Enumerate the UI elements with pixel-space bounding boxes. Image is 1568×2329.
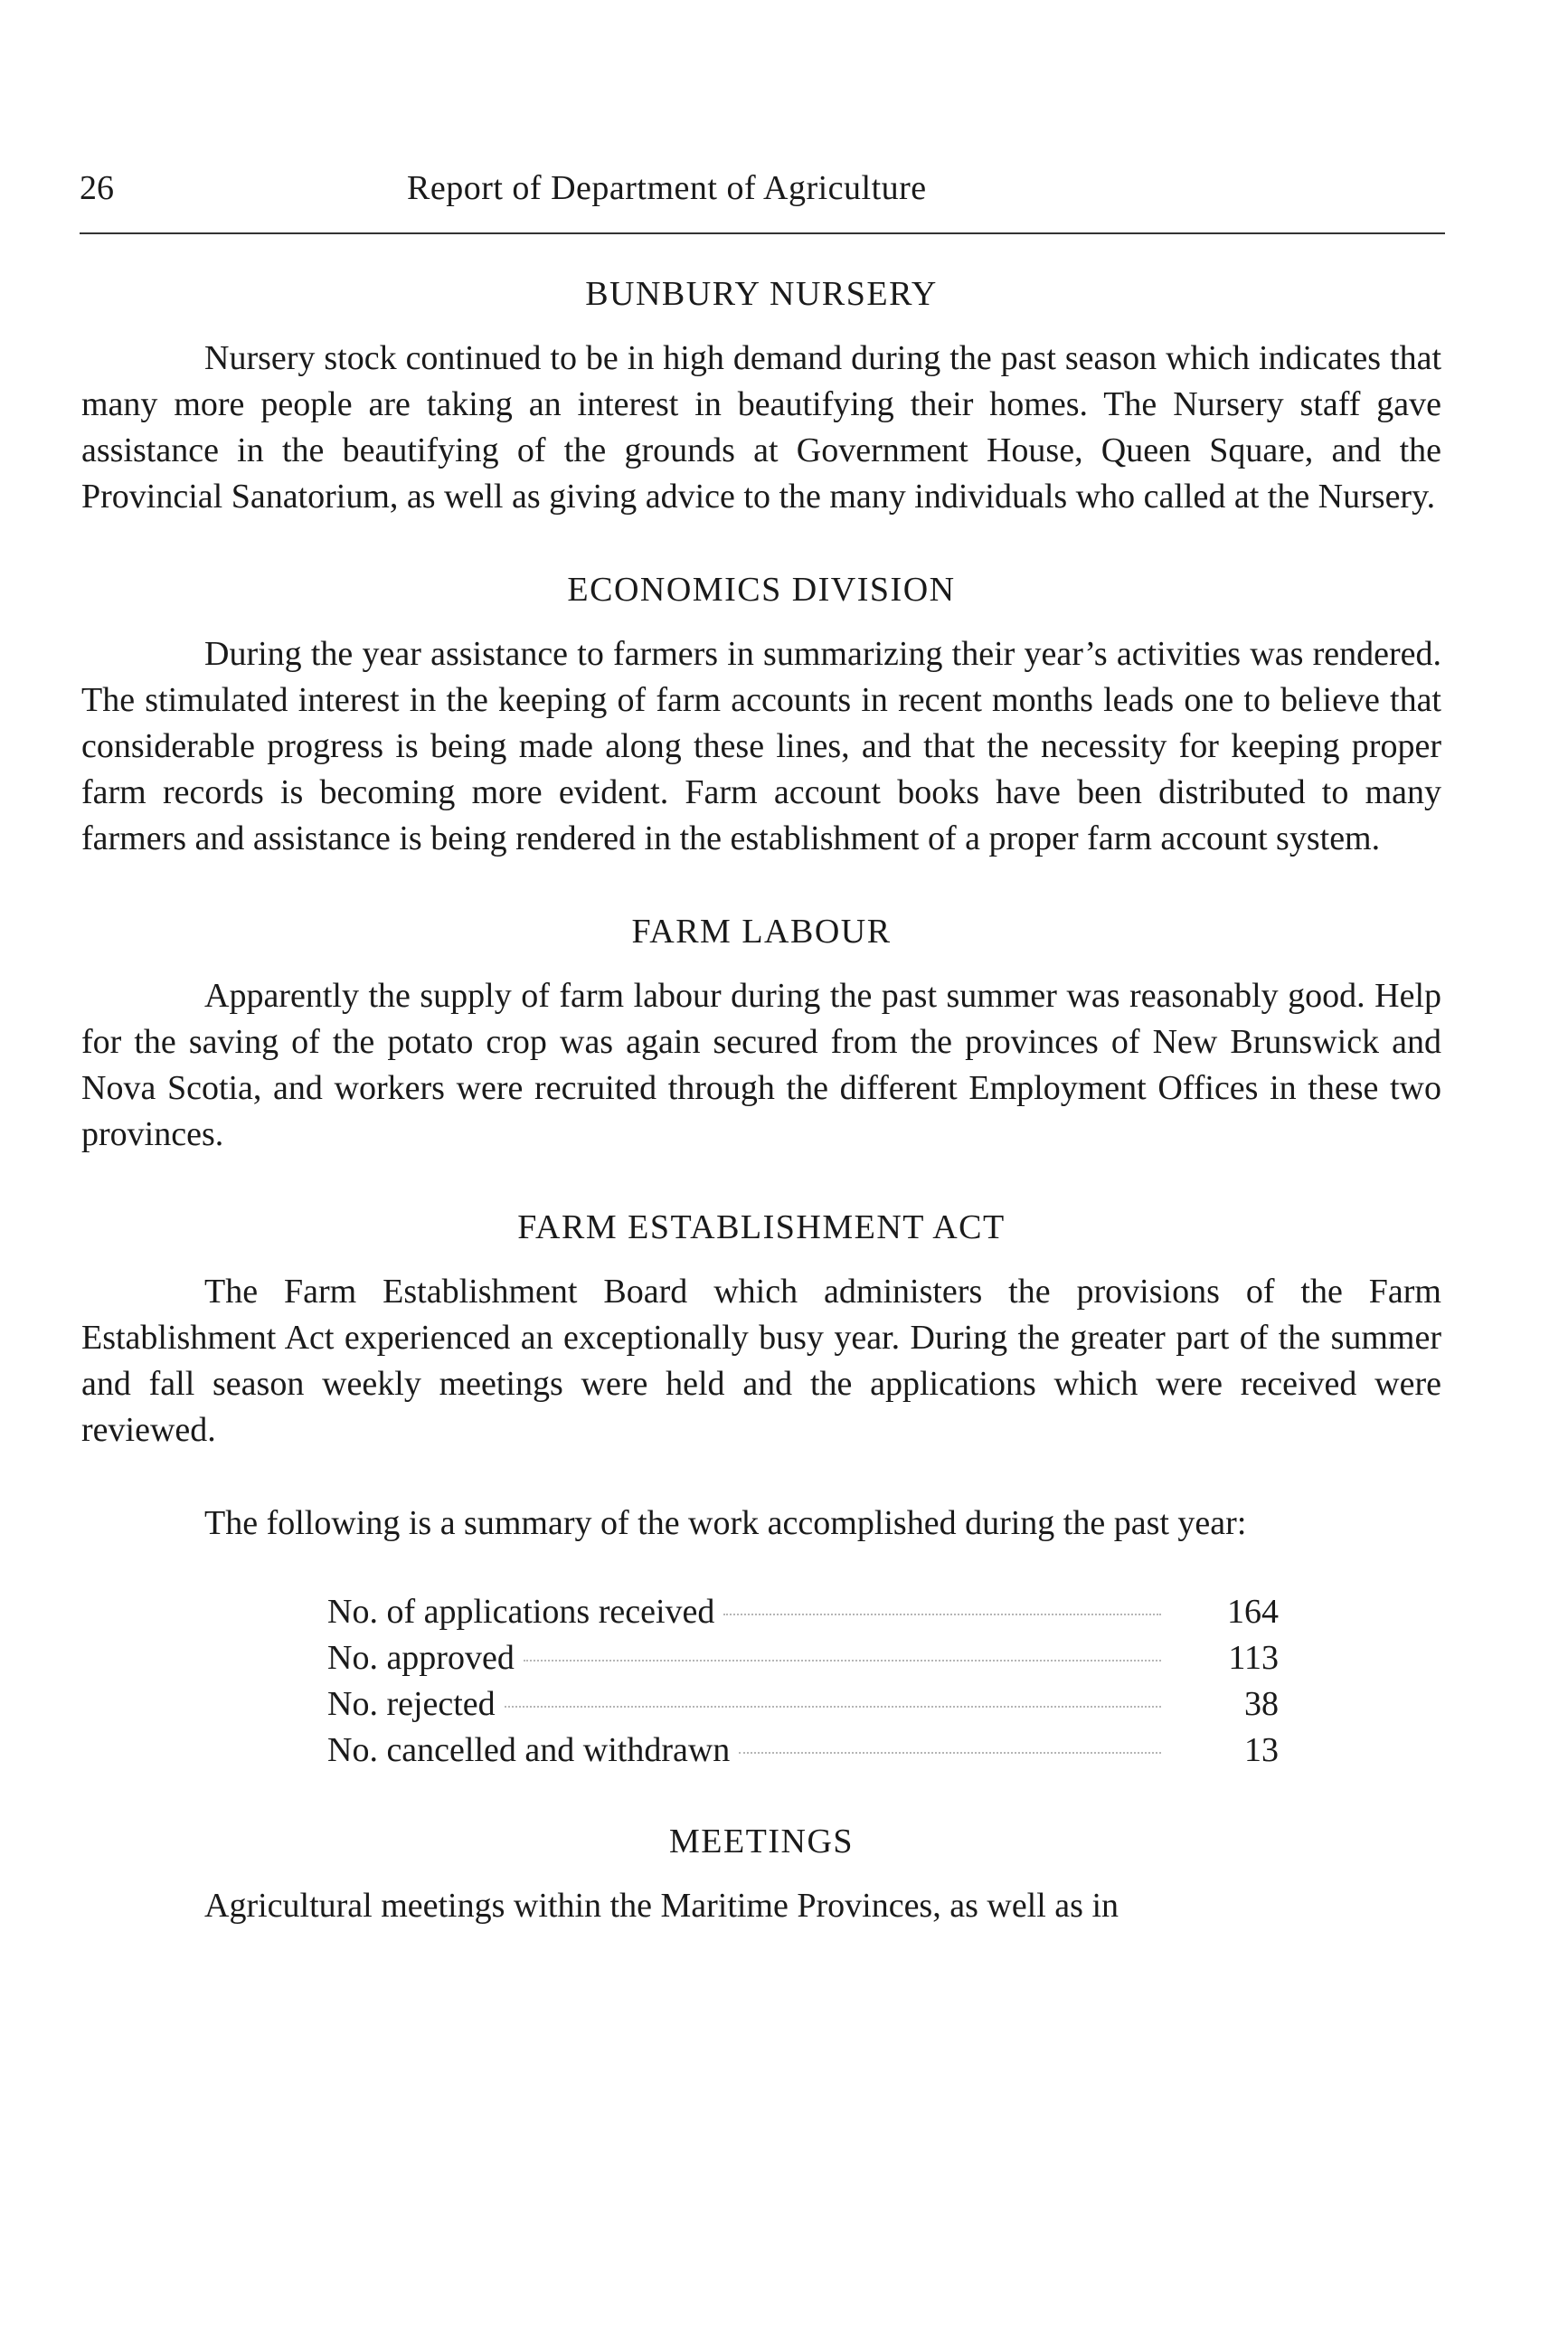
- summary-value: 113: [1228, 1639, 1279, 1677]
- paragraph: Apparently the supply of farm labour during the past summer was reasonably good. Help for the saving of the potato crop was again secured from the provinces of New Brunswick and Nova Scotia, and workers were recruited through the different Employment Offices in these two provinces.: [81, 977, 1441, 1153]
- section-heading: ECONOMICS DIVISION: [567, 571, 956, 609]
- summary-label: No. of applications received: [327, 1593, 715, 1631]
- section-farm-labour: [81, 909, 1441, 1158]
- summary-value: 13: [1244, 1731, 1279, 1769]
- summary-list: [81, 1589, 1441, 1774]
- summary-label: No. approved: [327, 1639, 515, 1677]
- summary-row: [327, 1635, 1279, 1681]
- section-meetings: [81, 1819, 1441, 1929]
- section-heading: MEETINGS: [668, 1822, 855, 1860]
- paragraph: Nursery stock continued to be in high demand during the past season which indicates that many more people are taking an interest in beautifying their homes. The Nursery staff gave assistance in the beautifying of the grounds at Government House, Queen Square, and the Provincial Sanatorium, as well as giving advice to the many individuals who called at the Nursery.: [81, 339, 1441, 516]
- dot-leader: [739, 1752, 1161, 1754]
- summary-row: [327, 1681, 1279, 1728]
- section-farm-establishment-act: [81, 1205, 1441, 1774]
- dot-leader: [505, 1706, 1161, 1708]
- section-heading: BUNBURY NURSERY: [585, 275, 938, 313]
- paragraph: Agricultural meetings within the Maritime Provinces, as well as in: [204, 1887, 1119, 1925]
- section-bunbury-nursery: [81, 271, 1441, 520]
- dot-leader: [524, 1660, 1161, 1662]
- dot-leader: [723, 1614, 1161, 1615]
- paragraph: The Farm Establishment Board which administers the provisions of the Farm Establishment Act experienced an exceptionally busy year. During the greater part of the summer and fall season weekly meetings were held and the applications which were received were reviewed.: [81, 1273, 1441, 1449]
- section-heading: FARM ESTABLISHMENT ACT: [517, 1208, 1006, 1246]
- running-title: Report of Department of Agriculture: [407, 169, 927, 207]
- section-heading: FARM LABOUR: [631, 913, 892, 951]
- paragraph: During the year assistance to farmers in summarizing their year’s activities was rendered. The stimulated interest in the keeping of farm accounts in recent months leads one to believe that considerable progress is being made along these lines, and that the necessity for keeping proper farm records is becoming more evident. Farm account books have been distributed to many farmers and assistance is being rendered in the establishment of a proper farm account system.: [81, 635, 1441, 857]
- header-rule: [80, 232, 1445, 234]
- page-body: [81, 271, 1441, 1929]
- paragraph: The following is a summary of the work accomplished during the past year:: [204, 1504, 1247, 1542]
- summary-value: 38: [1244, 1685, 1279, 1723]
- summary-label: No. cancelled and withdrawn: [327, 1731, 731, 1769]
- summary-row: [327, 1728, 1279, 1774]
- summary-label: No. rejected: [327, 1685, 496, 1723]
- page-header: [80, 168, 1445, 222]
- summary-value: 164: [1227, 1593, 1279, 1631]
- section-economics-division: [81, 567, 1441, 862]
- page-number: 26: [80, 169, 114, 207]
- summary-row: [327, 1589, 1279, 1635]
